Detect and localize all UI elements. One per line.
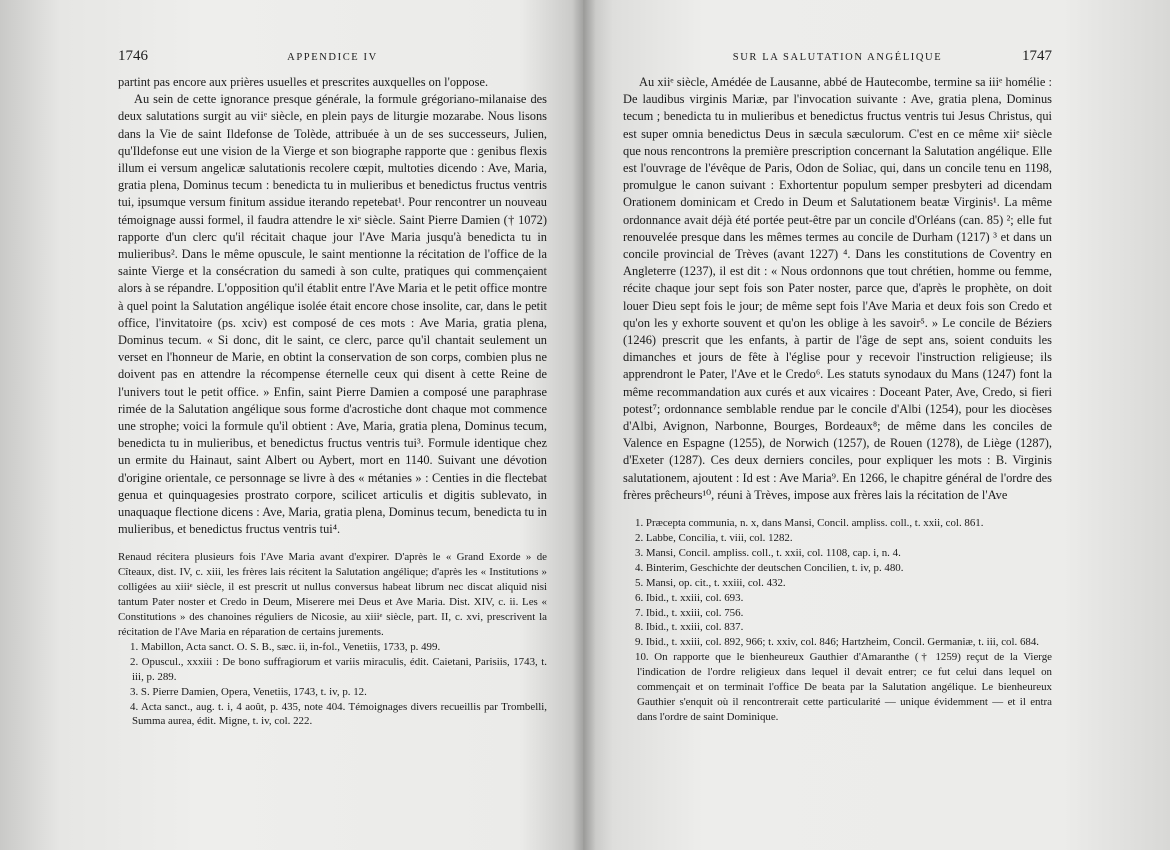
right-page-number: 1747 xyxy=(1022,48,1052,64)
paragraph: Au xiiᵉ siècle, Amédée de Lausanne, abbé de Hautecombe, termine sa iiiᵉ homélie : De laudibus virginis Mariæ, par l'invocation suivante : Ave, gratia plena, Dominus tecum ; benedicta tu in mulieribus et benedictus fructus ventris tui Jesus Christus, qui est super omnia benedictus Deus in sæcula sæculorum. C'est en ce même xiiᵉ siècle que nous rencontrons la première prescription concernant la Salutation angélique. Elle est l'ouvrage de l'évêque de Paris, Odon de Soliac, qui, dans un concile tenu en 1198, promulgue le canon suivant : Exhortentur populum semper presbyteri ad dicendam Orationem dominicam et Credo in Deum et Salutationem beatæ Virginis¹. La même ordonnance avait déjà été portée peut-être par un concile d'Orléans (can. 85) ²; elle fut renouvelée presque dans les mêmes termes au concile de Durham (1217) ³ et dans un concile provincial de Trèves (avant 1227) ⁴. Dans les constitutions de Coventry en Angleterre (1237), il est dit : « Nous ordonnons que tout chrétien, homme ou femme, récite chaque jour sept fois son Pater noster, parce que, d'après le prophète, on doit louer Dieu sept fois le jour; de même sept fois l'Ave Maria et deux fois son Credo et qu'on les y exhorte souvent et qu'on les oblige à les savoir⁵. » Le concile de Béziers (1246) prescrit que les enfants, à partir de l'âge de sept ans, soient conduits les dimanches et jours de fête à l'église pour y recevoir l'instruction religieuse; ils apprendront le Pater, l'Ave et le Credo⁶. Les statuts synodaux du Mans (1247) font la même recommandation aux curés et aux vicaires : Doceant Pater, Ave, Credo, si fieri potest⁷; ordonnance semblable rendue par le concile d'Albi (1254), pour les diocèses d'Albi, Avignon, Narbonne, Bourges, Bordeaux⁸; de même dans les conciles de Valence en Espagne (1255), de Norwich (1257), de Rouen (1278), de Liège (1287), d'Exeter (1287). Ces deux derniers conciles, pour expliquer les mots : B. Virginis salutationem, ajoutent : Id est : Ave Maria⁹. En 1266, le chapitre général de l'ordre des frères prêcheurs¹⁰, réuni à Trèves, impose aux frères lais la récitation de l'Ave xyxy=(623,75,1052,502)
footnote: 1. Præcepta communia, n. x, dans Mansi, Concil. ampliss. coll., t. xxii, col. 861. xyxy=(635,517,984,530)
right-running-head xyxy=(623,48,1052,74)
left-footnotes xyxy=(118,550,547,729)
footnote: 1. Mabillon, Acta sanct. O. S. B., sæc. ii, in-fol., Venetiis, 1733, p. 499. xyxy=(130,640,441,653)
footnote-continuation: Renaud récitera plusieurs fois l'Ave Maria avant d'expirer. D'après le « Grand Exorde » de Cîteaux, dist. IV, c. xiii, les frères lais récitent la Salutation angélique; d'après les « Institutions » colligées au xiiiᵉ siècle, il est prescrit ut nullus conversus habeat librum nec discat aliquid nisi tantum Pater noster et Credo in Deum, Miserere mei Deus et Ave Maria. Dist. XIV, c. ii. Les « Constitutions » des chanoines réguliers de Nicosie, au xiiiᵉ siècle, part. II, c. xvi, prescrivent la récitation de l'Ave Maria en réparation de certains jurements. xyxy=(118,551,547,639)
footnote: 8. Ibid., t. xxiii, col. 837. xyxy=(635,621,744,634)
footnote: 7. Ibid., t. xxiii, col. 756. xyxy=(635,606,744,619)
footnote: 9. Ibid., t. xxiii, col. 892, 966; t. xxiv, col. 846; Hartzheim, Concil. Germaniæ, t. iii, col. 684. xyxy=(635,636,1040,649)
left-page xyxy=(0,0,583,850)
paragraph: Au sein de cette ignorance presque générale, la formule grégoriano-milanaise des deux salutations surgit au viiᵉ siècle, en plein pays de liturgie mozarabe. Nous lisons dans la Vie de saint Ildefonse de Tolède, attribuée à un de ses successeurs, Julien, qu'Ildefonse eut une vision de la Vierge et son biographe rapporte que : genibus flexis illum ei versum angelicæ salutationis recolere cœpit, multoties dicendo : Ave, Maria, gratia plena, Dominus tecum : benedicta tu in mulieribus et benedictus fructus ventris tui, ipsumque versum finitum assidue iterando repetebat¹. Pour rencontrer un nouveau témoignage aussi formel, il faudra attendre le xiᵉ siècle. Saint Pierre Damien († 1072) rapporte d'un clerc qu'il récitait chaque jour l'Ave Maria jusqu'à benedicta tu in mulieribus². Dans le même opuscule, le saint mentionne la récitation de l'office de la sainte Vierge et la consécration du samedi à son culte, pratiques qui commençaient alors à se répandre. L'opposition qu'il établit entre l'Ave Maria et le petit office montre à quel point la Salutation angélique isolée était encore chose insolite, car, dans le petit office, l'invitatoire (ps. xciv) est composé de ces mots : Ave Maria, gratia plena, Dominus tecum. « Si donc, dit le saint, ce clerc, parce qu'il chantait seulement un verset en l'honneur de Marie, en obtint la conservation de son corps, combien plus ne doivent pas en attendre la récompense éternelle ceux qui disent à cette Reine de l'univers tout le petit office. » Enfin, saint Pierre Damien a composé une paraphrase rimée de la Salutation angélique sous forme d'acrostiche dont chaque mot commence une strophe; voici la formule qu'il obtient : Ave, Maria, gratia plena, Dominus tecum, benedicta tu in mulieribus, et benedictus fructus ventris tui³. Formule identique chez un ermite du Hainaut, saint Albert ou Aybert, mort en 1140. Suivant une dévotion d'origine orientale, ce personnage se livre à des « métanies » : Centies in die flectebat genua et quinquagesies prostrato corpore, scilicet articulis et digitis sublevato, in unaquaque flectione dicens : Ave, Maria, gratia plena, Dominus tecum, benedicta tu in mulieribus, et benedictus fructus ventris tui⁴. xyxy=(118,92,547,537)
footnote: 3. Mansi, Concil. ampliss. coll., t. xxii, col. 1108, cap. i, n. 4. xyxy=(635,546,901,559)
left-running-head xyxy=(118,48,547,74)
footnote: 10. On rapporte que le bienheureux Gauthier d'Amaranthe († 1259) reçut de la Vierge l'indication de l'ordre religieux dans lequel il devait entrer; ce fut celui dans lequel on commençait et on terminait l'office De beata par la Salutation angélique. Le bienheureux Gauthier s'enquit où il rencontrerait cette particularité — unique évidemment — et il entra dans l'ordre de saint Dominique. xyxy=(635,651,1052,723)
footnote: 4. Binterim, Geschichte der deutschen Concilien, t. iv, p. 480. xyxy=(635,561,904,574)
right-footnotes xyxy=(623,516,1052,725)
left-body-text xyxy=(118,74,547,538)
paragraph: partint pas encore aux prières usuelles et prescrites auxquelles on l'oppose. xyxy=(118,75,489,89)
footnote: 2. Opuscul., xxxiii : De bono suffragiorum et variis miraculis, édit. Caietani, Parisiis, 1743, t. iii, p. 289. xyxy=(130,655,547,683)
footnote: 6. Ibid., t. xxiii, col. 693. xyxy=(635,591,744,604)
left-running-title: APPENDICE IV xyxy=(287,52,378,63)
left-page-number: 1746 xyxy=(118,48,148,64)
right-page xyxy=(583,0,1170,850)
right-body-text xyxy=(623,74,1052,504)
right-running-title: SUR LA SALUTATION ANGÉLIQUE xyxy=(732,52,943,63)
footnote: 5. Mansi, op. cit., t. xxiii, col. 432. xyxy=(635,576,786,589)
footnote: 3. S. Pierre Damien, Opera, Venetiis, 1743, t. iv, p. 12. xyxy=(130,685,367,698)
footnote: 4. Acta sanct., aug. t. i, 4 août, p. 435, note 404. Témoignages divers recueillis par Trombelli, Summa aurea, édit. Migne, t. iv, col. 222. xyxy=(130,700,547,728)
footnote: 2. Labbe, Concilia, t. viii, col. 1282. xyxy=(635,531,793,544)
